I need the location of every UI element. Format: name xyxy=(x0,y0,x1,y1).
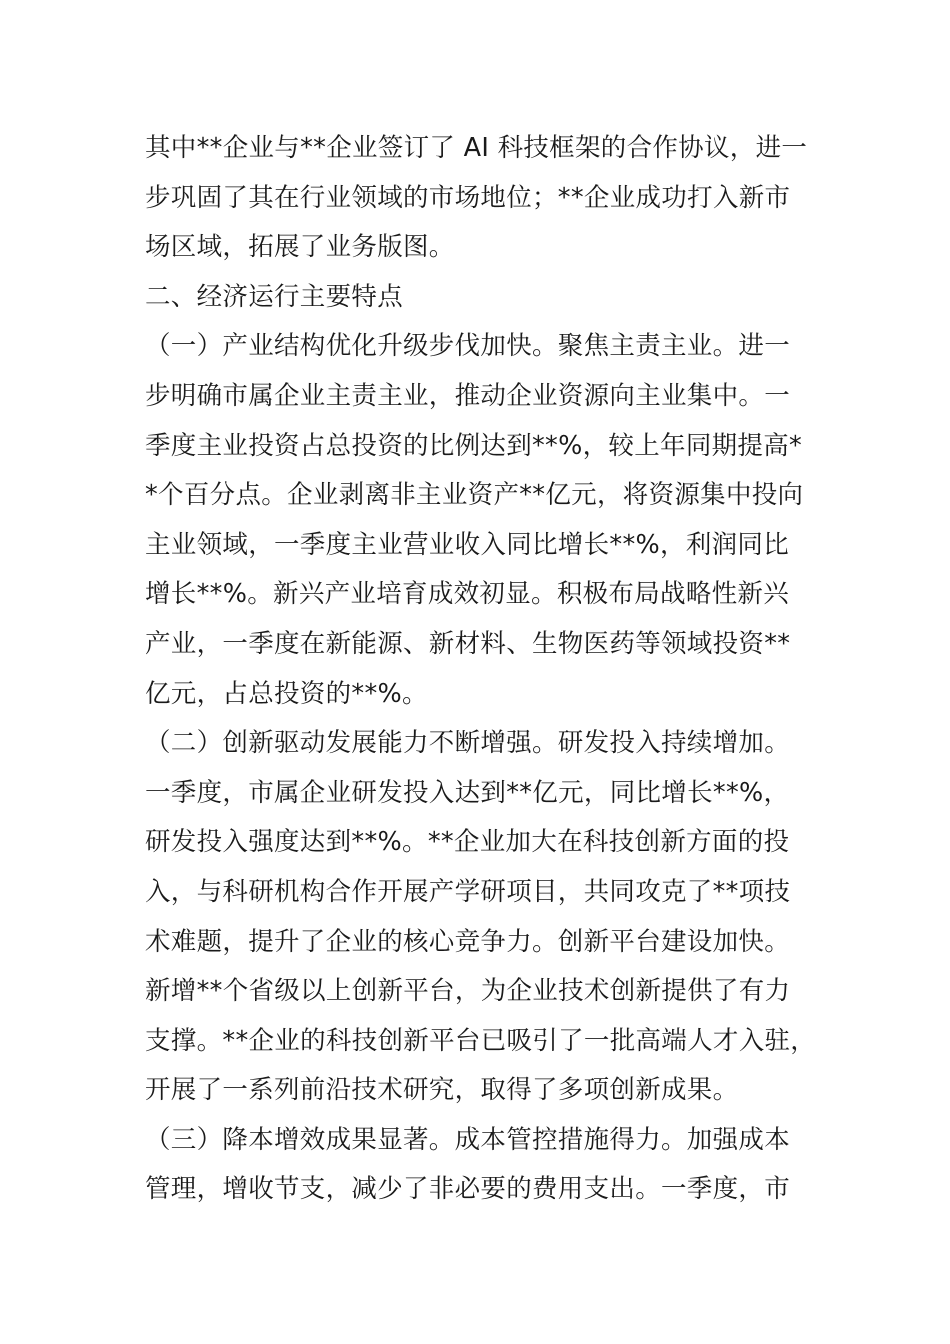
text-line: *个百分点。企业剥离非主业资产**亿元，将资源集中投向 xyxy=(145,480,804,511)
subsection-line: （一）产业结构优化升级步伐加快。聚焦主责主业。进一 xyxy=(145,331,791,362)
text-line: 其中**企业与**企业签订了 AI 科技框架的合作协议，进一 xyxy=(145,133,808,163)
text-line: 入，与科研机构合作开展产学研项目，共同攻克了**项技 xyxy=(145,876,791,907)
text-line: 支撑。**企业的科技创新平台已吸引了一批高端人才入驻， xyxy=(145,1025,817,1056)
text-line: 一季度，市属企业研发投入达到**亿元，同比增长**%， xyxy=(145,777,790,808)
section-heading: 二、经济运行主要特点 xyxy=(145,281,404,312)
text-line: 增长**%。新兴产业培育成效初显。积极布局战略性新兴 xyxy=(145,579,790,610)
text-line: 主业领域，一季度主业营业收入同比增长**%，利润同比 xyxy=(145,529,790,560)
text-line: 新增**个省级以上创新平台，为企业技术创新提供了有力 xyxy=(145,976,791,1007)
text-line: 场区域，拓展了业务版图。 xyxy=(145,232,455,263)
subsection-line: （三）降本增效成果显著。成本管控措施得力。加强成本 xyxy=(145,1124,791,1155)
text-line: 开展了一系列前沿技术研究，取得了多项创新成果。 xyxy=(145,1075,739,1106)
subsection-line: （二）创新驱动发展能力不断增强。研发投入持续增加。 xyxy=(145,728,791,759)
text-line: 管理，增收节支，减少了非必要的费用支出。一季度，市 xyxy=(145,1174,791,1205)
text-line: 步巩固了其在行业领域的市场地位；**企业成功打入新市 xyxy=(145,182,791,213)
text-line: 季度主业投资占总投资的比例达到**%，较上年同期提高* xyxy=(145,430,803,461)
document-body xyxy=(145,124,845,1215)
text-line: 术难题，提升了企业的核心竞争力。创新平台建设加快。 xyxy=(145,926,791,957)
text-line: 研发投入强度达到**%。**企业加大在科技创新方面的投 xyxy=(145,827,790,858)
text-line: 亿元，占总投资的**%。 xyxy=(145,678,428,709)
text-line: 步明确市属企业主责主业，推动企业资源向主业集中。一 xyxy=(145,380,791,411)
text-line: 产业，一季度在新能源、新材料、生物医药等领域投资** xyxy=(145,628,791,659)
